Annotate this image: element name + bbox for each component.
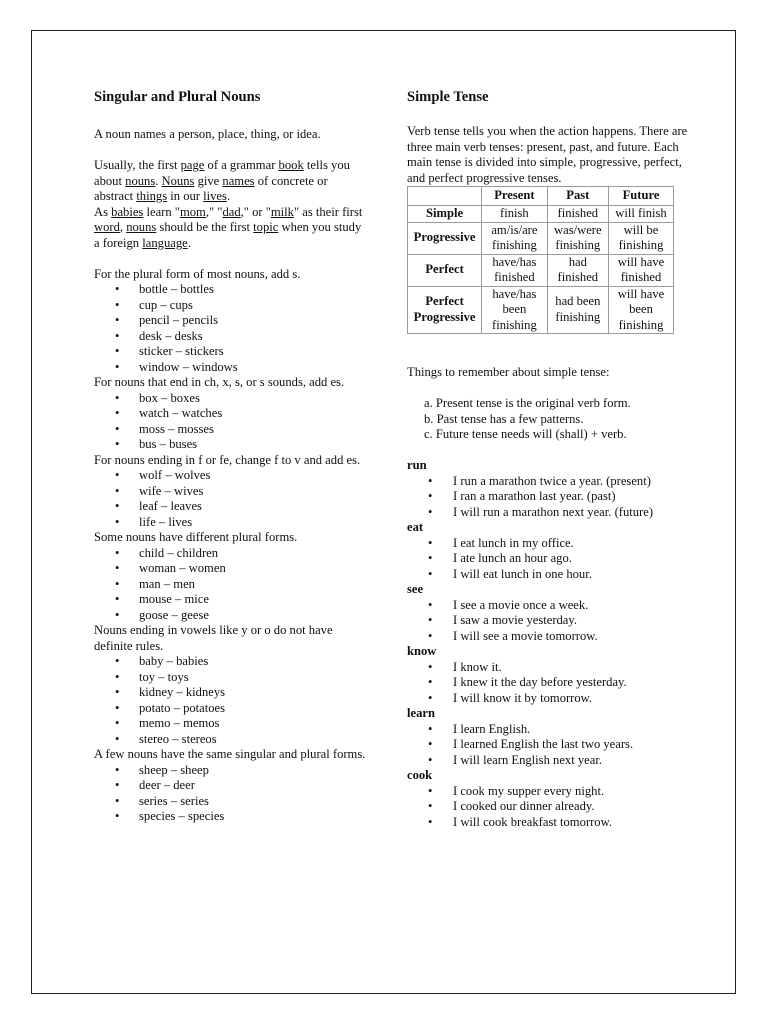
link-babies[interactable]: babies <box>111 204 144 219</box>
list-item: • I knew it the day before yesterday. <box>407 675 697 691</box>
list-item: • goose – geese <box>94 608 369 624</box>
tense-body <box>407 124 697 830</box>
list-item: • I ran a marathon last year. (past) <box>407 489 697 505</box>
remember-title: Things to remember about simple tense: <box>407 365 610 379</box>
nouns-paragraph: Usually, the first page of a grammar book tells you about nouns. Nouns give names of concrete or abstract things in our lives. As babies learn "mom," "dad," or "milk" as their first word, nouns should be the first topic when you study a foreign language. <box>94 158 363 250</box>
remember-item: a. Present tense is the original verb form. <box>424 396 631 410</box>
verb-example-list <box>407 598 697 645</box>
list-item: • man – men <box>94 577 369 593</box>
verb-heading: know <box>407 644 437 658</box>
link-nouns[interactable]: nouns <box>125 173 156 188</box>
verb-heading: see <box>407 582 424 596</box>
tense-intro: Verb tense tells you when the action happens. There are three main verb tenses: present, past, and future. Each main tense is divided into simple, progressive, perfect, and perfect progressive tenses. <box>407 124 688 185</box>
list-item: • memo – memos <box>94 716 369 732</box>
link-language[interactable]: language <box>142 235 188 250</box>
table-cell: will finish <box>608 206 673 223</box>
rule-examples <box>94 468 369 530</box>
nouns-body <box>94 127 369 825</box>
link-dad[interactable]: dad <box>222 204 241 219</box>
verb-heading: cook <box>407 768 433 782</box>
verb-heading: learn <box>407 706 435 720</box>
verb-example-list <box>407 722 697 769</box>
link-milk[interactable]: milk <box>270 204 294 219</box>
rule-text: A few nouns have the same singular and plural forms. <box>94 747 366 761</box>
remember-item: c. Future tense needs will (shall) + verb. <box>424 427 627 441</box>
list-item: • child – children <box>94 546 369 562</box>
column-header: Future <box>608 187 673 206</box>
list-item: • potato – potatoes <box>94 701 369 717</box>
list-item: • I will see a movie tomorrow. <box>407 629 697 645</box>
row-header: Perfect Progressive <box>408 286 482 334</box>
list-item: • cup – cups <box>94 298 369 314</box>
rule-examples <box>94 763 369 825</box>
link-names[interactable]: names <box>222 173 255 188</box>
list-item: • sticker – stickers <box>94 344 369 360</box>
link-mom[interactable]: mom <box>179 204 206 219</box>
link-word[interactable]: word <box>94 220 120 234</box>
list-item: • baby – babies <box>94 654 369 670</box>
verb-heading: run <box>407 458 427 472</box>
list-item: • I learned English the last two years. <box>407 737 697 753</box>
table-cell: was/were finishing <box>547 222 608 254</box>
list-item: • mouse – mice <box>94 592 369 608</box>
link-lives[interactable]: lives <box>203 189 227 203</box>
rule-text: Nouns ending in vowels like y or o do not have definite rules. <box>94 623 333 653</box>
table-cell: will have finished <box>608 254 673 286</box>
row-header: Perfect <box>408 254 482 286</box>
rule-text: Some nouns have different plural forms. <box>94 530 298 544</box>
row-header: Simple <box>408 206 482 223</box>
rule-examples <box>94 282 369 375</box>
list-item: • toy – toys <box>94 670 369 686</box>
rule-examples <box>94 546 369 624</box>
table-cell: had finished <box>547 254 608 286</box>
table-cell: finish <box>482 206 548 223</box>
row-header: Progressive <box>408 222 482 254</box>
table-row <box>408 222 674 254</box>
list-item: • I will run a marathon next year. (future) <box>407 505 697 521</box>
list-item: • I run a marathon twice a year. (present) <box>407 474 697 490</box>
list-item: • series – series <box>94 794 369 810</box>
table-cell: have/has finished <box>482 254 548 286</box>
list-item: • I cooked our dinner already. <box>407 799 697 815</box>
rule-examples <box>94 391 369 453</box>
link-page[interactable]: page <box>180 158 205 172</box>
remember-list <box>407 396 697 443</box>
column-header: Past <box>547 187 608 206</box>
list-item: • window – windows <box>94 360 369 376</box>
list-item: • bottle – bottles <box>94 282 369 298</box>
list-item: • I saw a movie yesterday. <box>407 613 697 629</box>
list-item: • wolf – wolves <box>94 468 369 484</box>
verb-example-list <box>407 660 697 707</box>
table-cell: finished <box>547 206 608 223</box>
list-item: • life – lives <box>94 515 369 531</box>
link-book[interactable]: book <box>278 158 304 172</box>
list-item: • wife – wives <box>94 484 369 500</box>
list-item: • box – boxes <box>94 391 369 407</box>
table-row <box>408 254 674 286</box>
verb-example-list <box>407 474 697 521</box>
table-row <box>408 206 674 223</box>
nouns-title: Singular and Plural Nouns <box>94 89 261 105</box>
list-item: • I cook my supper every night. <box>407 784 697 800</box>
tense-title: Simple Tense <box>407 89 489 105</box>
list-item: • I ate lunch an hour ago. <box>407 551 697 567</box>
list-item: • I will learn English next year. <box>407 753 697 769</box>
rule-text: For nouns ending in f or fe, change f to v and add es. <box>94 452 361 467</box>
list-item: • species – species <box>94 809 369 825</box>
table-cell: will have been finishing <box>608 286 673 334</box>
list-item: • I see a movie once a week. <box>407 598 697 614</box>
list-item: • I will eat lunch in one hour. <box>407 567 697 583</box>
list-item: • deer – deer <box>94 778 369 794</box>
list-item: • leaf – leaves <box>94 499 369 515</box>
rule-examples <box>94 654 369 747</box>
verb-examples <box>407 458 697 830</box>
table-row <box>408 286 674 334</box>
verb-example-list <box>407 784 697 831</box>
table-cell: have/has been finishing <box>482 286 548 334</box>
list-item: • kidney – kidneys <box>94 685 369 701</box>
link-topic[interactable]: topic <box>253 220 279 234</box>
list-item: • desk – desks <box>94 329 369 345</box>
list-item: • I will know it by tomorrow. <box>407 691 697 707</box>
list-item: • I know it. <box>407 660 697 676</box>
column-header: Present <box>482 187 548 206</box>
rule-text: For the plural form of most nouns, add s. <box>94 266 301 281</box>
list-item: • I learn English. <box>407 722 697 738</box>
table-cell: had been finishing <box>547 286 608 334</box>
rule-text: For nouns that end in ch, x, s, or s sounds, add es. <box>94 375 345 389</box>
list-item: • pencil – pencils <box>94 313 369 329</box>
column-header <box>408 187 482 206</box>
table-header-row <box>408 187 674 206</box>
list-item: • moss – mosses <box>94 422 369 438</box>
verb-heading: eat <box>407 520 424 534</box>
table-cell: will be finishing <box>608 222 673 254</box>
link-things[interactable]: things <box>136 189 168 203</box>
tense-table <box>407 186 674 334</box>
table-cell: am/is/are finishing <box>482 222 548 254</box>
plural-rules <box>94 267 369 825</box>
link-nouns-3[interactable]: nouns <box>126 220 157 234</box>
nouns-intro: A noun names a person, place, thing, or idea. <box>94 127 321 141</box>
document-page <box>31 30 736 994</box>
list-item: • I eat lunch in my office. <box>407 536 697 552</box>
link-nouns-2[interactable]: Nouns <box>161 173 195 188</box>
list-item: • bus – buses <box>94 437 369 453</box>
list-item: • woman – women <box>94 561 369 577</box>
list-item: • stereo – stereos <box>94 732 369 748</box>
remember-item: b. Past tense has a few patterns. <box>424 411 584 426</box>
list-item: • watch – watches <box>94 406 369 422</box>
list-item: • sheep – sheep <box>94 763 369 779</box>
list-item: • I will cook breakfast tomorrow. <box>407 815 697 831</box>
verb-example-list <box>407 536 697 583</box>
